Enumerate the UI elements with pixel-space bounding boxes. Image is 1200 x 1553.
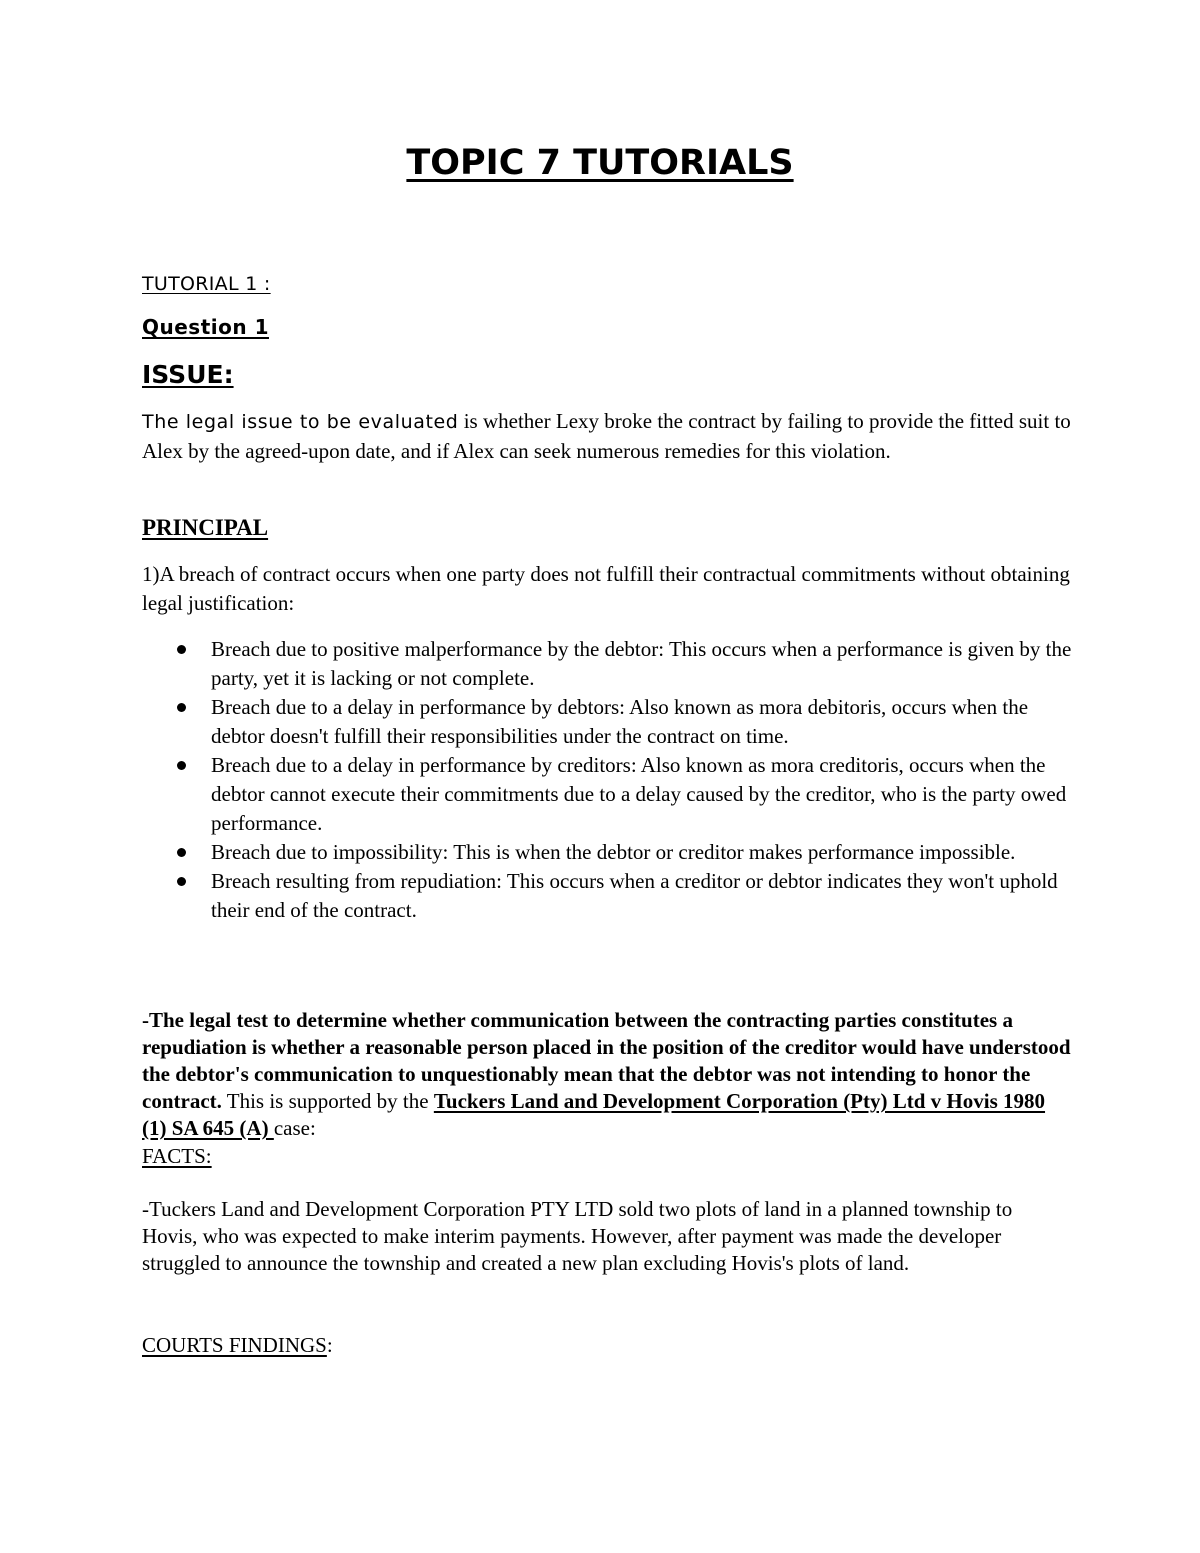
bullet-icon — [177, 761, 186, 770]
case-suffix: case: — [273, 1116, 316, 1140]
tutorial-label: TUTORIAL 1 : — [142, 273, 271, 295]
case-citation: Tuckers Land and Development Corporation (Pty) Ltd v Hovis 1980 (1) SA 645 (A) — [142, 1089, 1046, 1140]
courts-findings-colon: : — [326, 1333, 333, 1357]
question-label: Question 1 — [142, 315, 269, 339]
bullet-icon — [177, 877, 186, 886]
list-item: Breach due to positive malperformance by the debtor: This occurs when a performance is given by the party, yet it is lacking or not complete. — [142, 635, 1072, 693]
list-item: Breach due to a delay in performance by debtors: Also known as mora debitoris, occurs when the debtor doesn't fulfill their responsibilities under the contract on time. — [142, 693, 1072, 751]
issue-lead-text: The legal issue to be evaluated — [142, 411, 459, 433]
support-text: This is supported by the — [221, 1089, 434, 1113]
bullet-icon — [177, 645, 186, 654]
issue-paragraph — [142, 407, 1072, 466]
bullet-icon — [177, 703, 186, 712]
facts-heading-line — [142, 1142, 1072, 1171]
legal-test-paragraph — [142, 1007, 1072, 1142]
principal-heading: PRINCIPAL — [142, 515, 269, 540]
bullet-icon — [177, 848, 186, 857]
facts-paragraph: -Tuckers Land and Development Corporation PTY LTD sold two plots of land in a planned township to Hovis, who was expected to make interim payments. However, after payment was made the developer struggled to announce the township and created a new plan excluding Hovis's plots of land. — [142, 1197, 1013, 1275]
legal-test-text: -The legal test to determine whether communication between the contracting parties constitutes a repudiation is whether a reasonable person placed in the position of the creditor would have understood the debtor's communication to unquestionably mean that the debtor was not intending to honor the contract. — [142, 1008, 1071, 1113]
issue-heading: ISSUE: — [142, 360, 234, 389]
list-item: Breach due to a delay in performance by creditors: Also known as mora creditoris, occurs when the debtor cannot execute their commitments due to a delay caused by the creditor, who is the party owed performance. — [142, 751, 1072, 838]
issue-text: is whether Lexy broke the contract by failing to provide the fitted suit to Alex by the agreed-upon date, and if Alex can seek numerous remedies for this violation. — [142, 409, 1071, 463]
list-item: Breach due to impossibility: This is when the debtor or creditor makes performance impossible. — [142, 838, 1072, 867]
page-title: TOPIC 7 TUTORIALS — [406, 143, 794, 183]
courts-findings-line — [142, 1331, 1072, 1360]
facts-heading: FACTS: — [142, 1144, 212, 1168]
principal-intro: 1)A breach of contract occurs when one party does not fulfill their contractual commitments without obtaining legal justification: — [142, 562, 1070, 615]
breach-types-list — [142, 635, 1072, 925]
courts-findings-heading: COURTS FINDINGS — [142, 1333, 327, 1357]
list-item: Breach resulting from repudiation: This occurs when a creditor or debtor indicates they won't uphold their end of the contract. — [142, 867, 1072, 925]
